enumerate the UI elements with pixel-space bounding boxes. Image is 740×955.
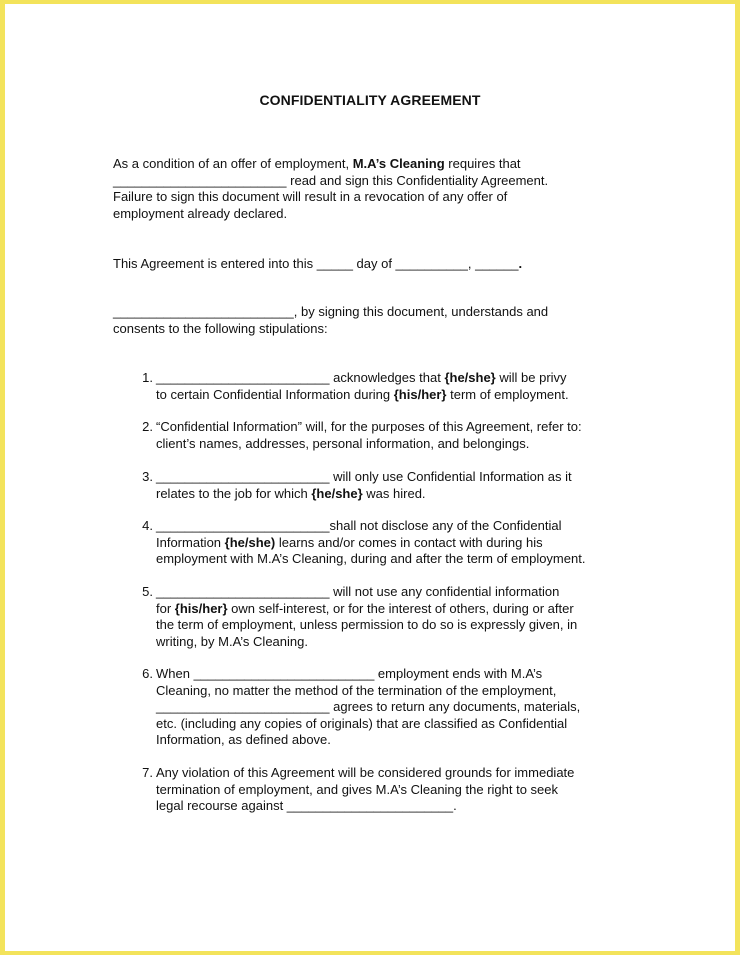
item-number: 3. xyxy=(142,469,153,484)
entered-paragraph xyxy=(113,256,623,273)
item-line: the term of employment, unless permission to do so is expressly given, in xyxy=(156,617,578,632)
signing-line-2: consents to the following stipulations: xyxy=(113,320,328,336)
item-line: termination of employment, and gives M.A’s Cleaning the right to seek xyxy=(156,781,559,797)
item-line: Information, as defined above. xyxy=(156,732,331,747)
item-text xyxy=(156,584,636,650)
item-line: Cleaning, no matter the method of the termination of the employment, xyxy=(156,682,557,698)
item-line: When _________________________ employment ends with M.A’s xyxy=(156,666,543,681)
intro-text: As a condition of an offer of employment, xyxy=(113,156,353,171)
item-line: “Confidential Information” will, for the purposes of this Agreement, refer to: xyxy=(156,419,582,434)
signing-paragraph xyxy=(113,304,623,337)
item-line: learns and/or comes in contact with during his xyxy=(275,534,543,550)
intro-paragraph xyxy=(113,156,623,222)
document-page xyxy=(5,4,735,951)
item-line: will be privy xyxy=(495,370,567,385)
intro-line-1 xyxy=(113,156,623,173)
item-line: etc. (including any copies of originals) that are classified as Confidential xyxy=(156,715,568,731)
item-line: ________________________ will not use any confidential information xyxy=(156,584,560,599)
intro-text: requires that xyxy=(444,156,521,171)
item-text xyxy=(156,518,636,568)
item-number: 5. xyxy=(142,584,153,599)
item-number: 2. xyxy=(142,419,153,434)
signing-line-1: _________________________, by signing this document, understands and xyxy=(113,304,549,319)
item-line: ________________________shall not disclose any of the Confidential xyxy=(156,518,562,533)
item-line: ________________________ will only use Confidential Information as it xyxy=(156,469,572,484)
item-line: ________________________ agrees to return any documents, materials, xyxy=(156,699,581,714)
item-line: relates to the job for which xyxy=(156,485,312,501)
pronoun-placeholder: {he/she} xyxy=(311,485,363,501)
item-text xyxy=(156,419,636,452)
item-line: writing, by M.A’s Cleaning. xyxy=(156,633,308,649)
item-text xyxy=(156,765,636,815)
company-name: M.A’s Cleaning xyxy=(352,156,445,171)
item-line: ________________________ acknowledges that xyxy=(156,370,445,385)
pronoun-placeholder: {his/her} xyxy=(393,386,447,402)
item-text xyxy=(156,370,636,403)
item-line: client’s names, addresses, personal information, and belongings. xyxy=(156,435,530,451)
item-number: 1. xyxy=(142,370,153,385)
pronoun-placeholder: {he/she) xyxy=(224,534,276,550)
item-line: was hired. xyxy=(362,485,426,501)
intro-line-4: employment already declared. xyxy=(113,205,288,221)
item-line: Information xyxy=(156,534,225,550)
item-number: 6. xyxy=(142,666,153,681)
intro-line-2: ________________________ read and sign this Confidentiality Agreement. xyxy=(113,172,549,188)
item-line: Any violation of this Agreement will be considered grounds for immediate xyxy=(156,765,575,780)
pronoun-placeholder: {he/she} xyxy=(444,370,496,385)
entered-period: . xyxy=(518,256,523,271)
item-line: own self-interest, or for the interest of others, during or after xyxy=(227,600,574,616)
intro-line-3: Failure to sign this document will result in a revocation of any offer of xyxy=(113,189,508,204)
item-line: to certain Confidential Information during xyxy=(156,386,394,402)
item-line: for xyxy=(156,600,175,616)
item-line: legal recourse against _______________________. xyxy=(156,798,457,813)
document-title: CONFIDENTIALITY AGREEMENT xyxy=(259,92,481,108)
entered-text: This Agreement is entered into this _____ day of __________, ______ xyxy=(113,256,519,271)
item-text xyxy=(156,469,636,502)
pronoun-placeholder: {his/her} xyxy=(174,600,228,616)
item-number: 7. xyxy=(142,765,153,780)
item-line: term of employment. xyxy=(446,386,569,402)
item-line: employment with M.A’s Cleaning, during and after the term of employment. xyxy=(156,551,586,566)
item-number: 4. xyxy=(142,518,153,533)
item-text xyxy=(156,666,636,749)
